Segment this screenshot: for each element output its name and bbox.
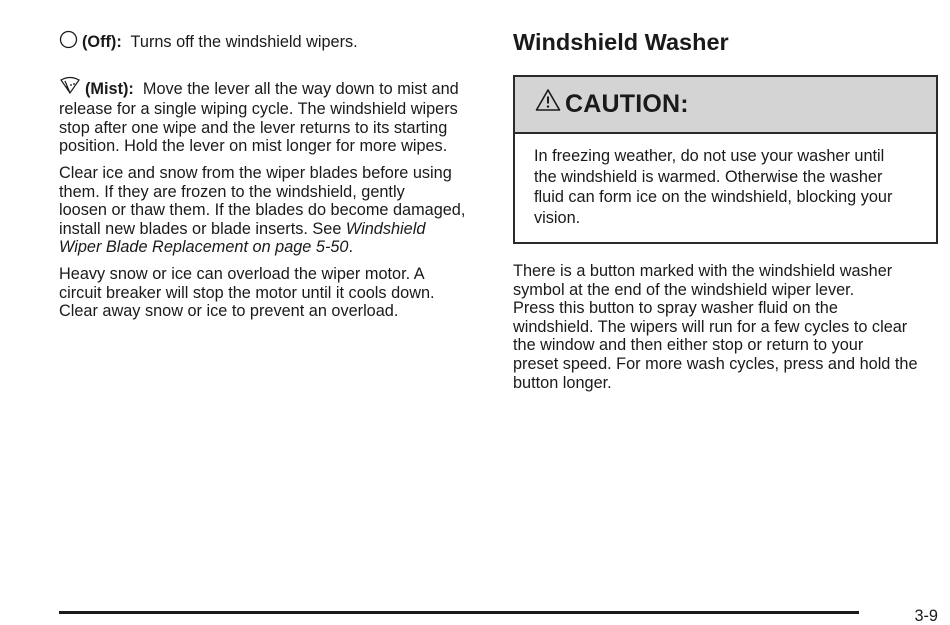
section-heading: Windshield Washer [513,29,729,55]
heavy-snow-line: Heavy snow or ice can overload the wiper motor. A [59,264,425,283]
washer-line: preset speed. For more wash cycles, press and hold the [513,354,918,373]
warning-triangle-icon [535,88,561,117]
off-label: (Off): [82,33,122,51]
wiper-mist-icon [59,76,81,101]
caution-box [513,75,938,244]
mist-label: (Mist): [85,79,134,98]
washer-line: There is a button marked with the windshield washer [513,262,893,280]
clear-ice-paragraph [59,164,487,257]
washer-line: windshield. The wipers will run for a few cycles to clear [513,317,908,336]
end-punctuation: . [348,238,354,257]
caution-line: the windshield is warmed. Otherwise the washer [534,167,883,186]
washer-body-paragraph [513,262,938,392]
right-column [513,28,938,392]
caution-body [515,134,936,242]
washer-line: Press this button to spray washer fluid on the [513,299,838,318]
clear-ice-line: them. If they are frozen to the windshield, gently [59,182,405,201]
mist-setting-paragraph [59,76,487,156]
caution-title: CAUTION: [565,90,689,118]
mist-text-line: stop after one wipe and the lever returns to its starting [59,118,448,137]
washer-line: symbol at the end of the windshield wiper lever. [513,280,855,299]
clear-ice-line: Clear ice and snow from the wiper blades before using [59,163,452,182]
circle-off-icon [59,30,78,54]
page-number: 3-9 [914,607,938,625]
wiper-blade-reference-link[interactable]: Wiper Blade Replacement on page 5-50 [59,238,349,257]
off-setting-paragraph [59,30,487,54]
caution-header [515,77,936,134]
mist-text-line: release for a single wiping cycle. The windshield wipers [59,100,458,119]
left-column [59,30,487,329]
footer-rule [59,611,859,614]
mist-text-line: position. Hold the lever on mist longer for more wipes. [59,137,448,156]
off-text: Turns off the windshield wipers. [130,33,358,51]
wiper-blade-reference-link[interactable]: Windshield [345,219,426,238]
heavy-snow-line: Clear away snow or ice to prevent an overload. [59,302,399,321]
clear-ice-line: install new blades or blade inserts. See [59,219,342,238]
washer-line: button longer. [513,373,612,392]
washer-line: the window and then either stop or return to your [513,336,864,355]
clear-ice-line: loosen or thaw them. If the blades do become damaged, [59,201,466,220]
caution-line: vision. [534,208,581,227]
heavy-snow-paragraph [59,265,487,321]
heavy-snow-line: circuit breaker will stop the motor until it cools down. [59,283,435,302]
mist-text-line: Move the lever all the way down to mist and [142,79,459,98]
caution-line: In freezing weather, do not use your washer until [534,147,885,165]
caution-line: fluid can form ice on the windshield, blocking your [534,188,893,206]
